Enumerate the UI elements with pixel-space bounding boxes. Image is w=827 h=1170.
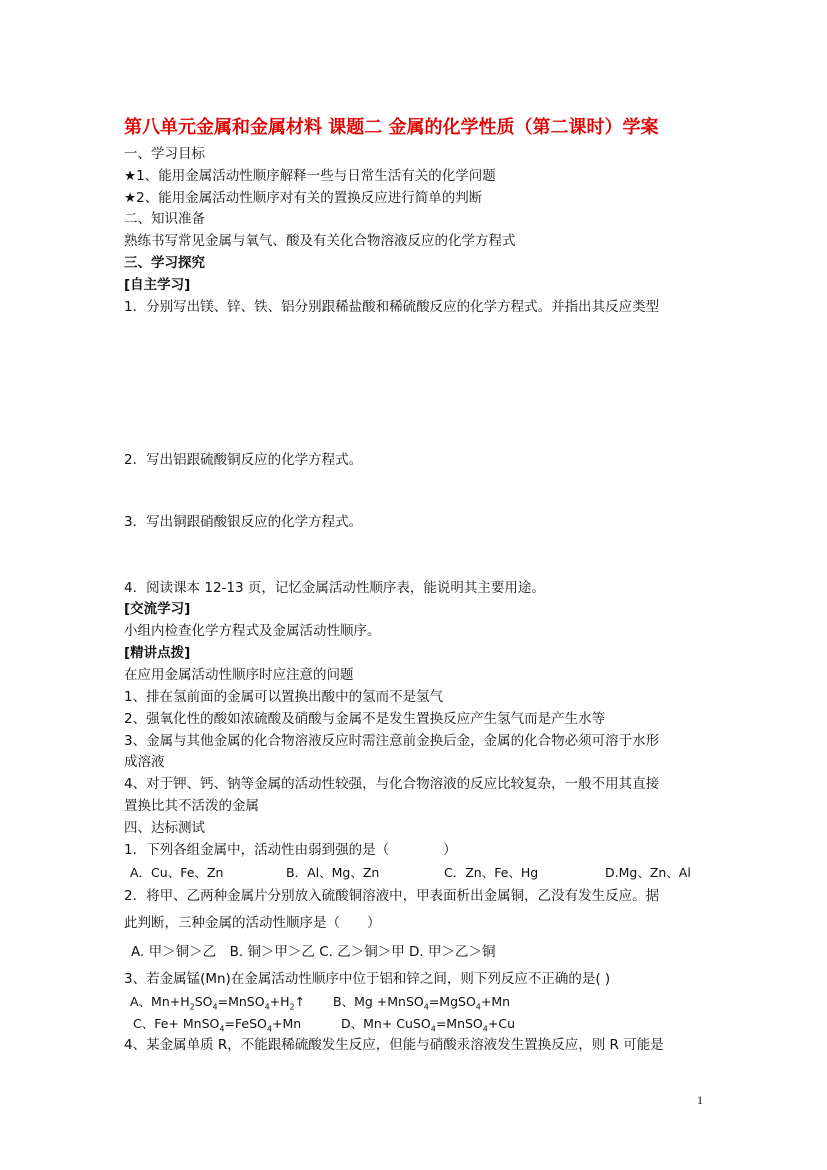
subheading-key-points: [精讲点拨] xyxy=(124,645,191,661)
key-point-line: 在应用金属活动性顺序时应注意的问题 xyxy=(124,667,354,683)
q1-option-b: B．Al、Mg、Zn xyxy=(286,865,380,880)
key-point-line: 1、排在氢前面的金属可以置换出酸中的氢而不是氢气 xyxy=(124,689,444,705)
key-point-line: 置换比其不活泼的金属 xyxy=(124,798,259,814)
exercise-line: 2．写出铝跟硫酸铜反应的化学方程式。 xyxy=(124,452,363,468)
question-2-cont: 此判断，三种金属的活动性顺序是（ ） xyxy=(124,915,381,931)
section-heading-preparation: 二、知识准备 xyxy=(124,211,205,227)
question-4: 4、某金属单质 R，不能跟稀硫酸发生反应，但能与硝酸汞溶液发生置换反应，则 R 可能是 xyxy=(124,1037,664,1053)
q3-option-a: A、$Mn+H_2SO_4=MnSO_4+H_2↑$ xyxy=(130,994,306,1012)
q1-option-c: C．Zn、Fe、Hg xyxy=(444,865,539,880)
objective-line: ★2、能用金属活动性顺序对有关的置换反应进行简单的判断 xyxy=(124,190,483,206)
exercise-line: 1．分别写出镁、锌、铁、铝分别跟稀盐酸和稀硫酸反应的化学方程式。并指出其反应类型 xyxy=(124,299,660,315)
q1-option-d: D.Mg、Zn、Al xyxy=(605,865,691,880)
q1-option-a: A．Cu、Fe、Zn xyxy=(130,865,224,880)
preparation-line: 熟练书写常见金属与氧气、酸及有关化合物溶液反应的化学方程式 xyxy=(124,233,516,249)
question-2: 2．将甲、乙两种金属片分别放入硫酸铜溶液中，甲表面析出金属铜，乙没有发生反应。据 xyxy=(124,888,660,904)
page-number: 1 xyxy=(697,1093,703,1107)
document-title: 第八单元金属和金属材料 课题二 金属的化学性质（第二课时）学案 xyxy=(124,117,659,138)
question-1: 1．下列各组金属中，活动性由弱到强的是（ ） xyxy=(124,842,457,858)
key-point-line: 成溶液 xyxy=(124,754,165,770)
subheading-exchange: [交流学习] xyxy=(124,601,191,617)
q3-option-d: D、Mn+ CuSO$_4$=MnSO$_4$+Cu xyxy=(341,1016,515,1034)
key-point-line: 2、强氧化性的酸如浓硫酸及硝酸与金属不是发生置换反应产生氢气而是产生水等 xyxy=(124,711,606,727)
section-heading-test: 四、达标测试 xyxy=(124,820,205,836)
exchange-line: 小组内检查化学方程式及金属活动性顺序。 xyxy=(124,623,381,639)
section-heading-exploration: 三、学习探究 xyxy=(124,255,205,271)
exercise-line: 3．写出铜跟硝酸银反应的化学方程式。 xyxy=(124,514,363,530)
question-3: 3、若金属锰(Mn)在金属活动性顺序中位于铝和锌之间，则下列反应不正确的是( ) xyxy=(124,971,611,987)
exercise-line: 4．阅读课本 12-13 页，记忆金属活动性顺序表，能说明其主要用途。 xyxy=(124,580,545,596)
key-point-line: 3、金属与其他金属的化合物溶液反应时需注意前金换后金，金属的化合物必须可溶于水形 xyxy=(124,733,660,749)
q2-options: A. 甲＞铜＞乙 B. 铜＞甲＞乙 C. 乙＞铜＞甲 D. 甲＞乙＞铜 xyxy=(131,944,496,960)
q3-option-c: C、Fe+ MnSO$_4$=FeSO$_4$+Mn xyxy=(133,1016,302,1034)
section-heading-objectives: 一、学习目标 xyxy=(124,146,205,162)
key-point-line: 4、对于钾、钙、钠等金属的活动性较强，与化合物溶液的反应比较复杂，一般不用其直接 xyxy=(124,776,660,792)
q3-option-b: B、Mg +MnSO$_4$=MgSO$_4$+Mn xyxy=(333,994,511,1012)
objective-line: ★1、能用金属活动性顺序解释一些与日常生活有关的化学问题 xyxy=(124,168,496,184)
subheading-self-study: [自主学习] xyxy=(124,277,191,293)
